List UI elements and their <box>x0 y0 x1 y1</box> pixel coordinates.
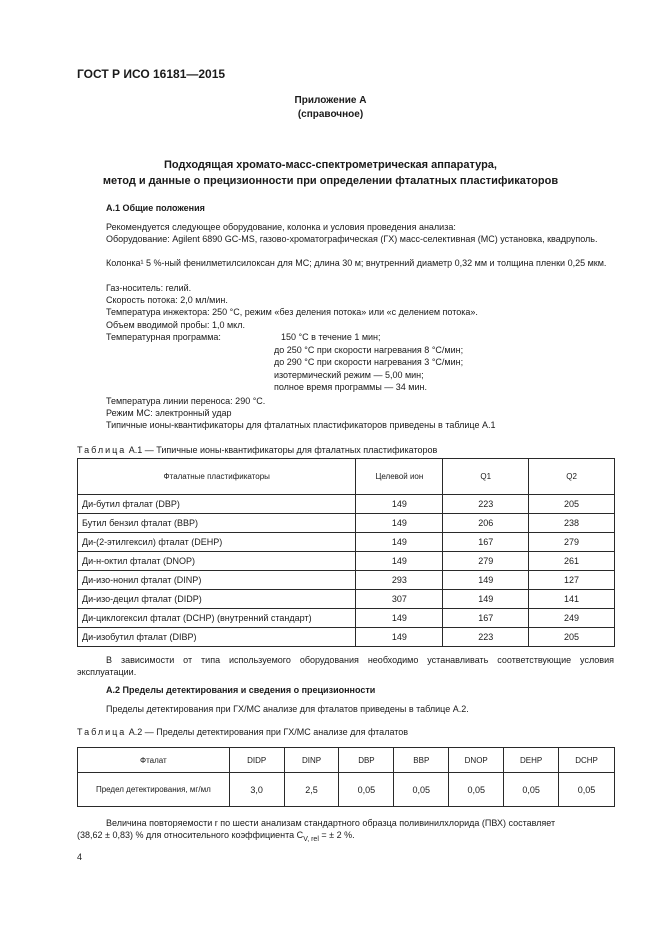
table-cell: 0,05 <box>504 773 559 807</box>
table-a2-header-cell: DNOP <box>449 748 504 773</box>
a1-injection-volume: Объем вводимой пробы: 1,0 мкл. <box>106 320 245 330</box>
table-cell: 141 <box>529 590 615 609</box>
table-a2-caption-prefix: Таблица <box>77 727 127 737</box>
table-cell: 238 <box>529 514 615 533</box>
table-a2-header-cell: Фталат <box>78 748 230 773</box>
table-row <box>78 590 615 609</box>
table-cell: 223 <box>443 628 529 647</box>
table-cell: 0,05 <box>339 773 394 807</box>
a1-column: Колонка¹ 5 %-ный фенилметилсилоксан для МС; длина 30 м; внутренний диаметр 0,32 мм и толщина пленки 0,25 мкм. <box>106 258 607 268</box>
table-cell: 149 <box>356 628 443 647</box>
table-cell: 149 <box>443 590 529 609</box>
table-a2-header-cell: DCHP <box>559 748 615 773</box>
a1-ms-mode: Режим МС: электронный удар <box>106 408 232 418</box>
table-a1 <box>77 458 615 647</box>
table-cell: Ди-бутил фталат (DBP) <box>78 495 356 514</box>
table-a1-header-row <box>78 459 615 495</box>
table-cell: 0,05 <box>449 773 504 807</box>
annex-subtitle: (справочное) <box>297 109 364 120</box>
table-row <box>78 495 615 514</box>
operating-conditions-note: В зависимости от типа используемого оборудования необходимо устанавливать соответствующие условия эксплуатации. <box>77 655 614 677</box>
table-cell: 249 <box>529 609 615 628</box>
a1-injector-temp: Температура инжектора: 250 °С, режим «без деления потока» или «с делением потока». <box>106 307 478 317</box>
table-row <box>78 609 615 628</box>
table-row <box>78 628 615 647</box>
table-row <box>78 552 615 571</box>
table-cell: Ди-изобутил фталат (DIBP) <box>78 628 356 647</box>
a1-ions-note: Типичные ионы-квантификаторы для фталатных пластификаторов приведены в таблице А.1 <box>106 420 496 430</box>
table-cell: 127 <box>529 571 615 590</box>
table-cell: 3,0 <box>229 773 284 807</box>
main-title-line-1: Подходящая хромато-масс-спектрометрическая аппаратура, <box>164 159 497 171</box>
table-row <box>78 773 615 807</box>
table-a1-caption <box>77 445 437 455</box>
table-cell: 307 <box>356 590 443 609</box>
table-cell: Бутил бензил фталат (BBP) <box>78 514 356 533</box>
table-cell: 149 <box>356 533 443 552</box>
table-cell: 149 <box>356 609 443 628</box>
repeatability-text-end: = ± 2 %. <box>318 830 355 840</box>
table-a1-caption-prefix: Таблица <box>77 445 127 455</box>
repeatability-line-2 <box>77 829 355 846</box>
table-a2 <box>77 747 615 807</box>
table-cell: Ди-изо-децил фталат (DIDP) <box>78 590 356 609</box>
table-cell: 0,05 <box>559 773 615 807</box>
a1-carrier-gas: Газ-носитель: гелий. <box>106 283 192 293</box>
table-cell: 279 <box>443 552 529 571</box>
a1-transfer-line-temp: Температура линии переноса: 290 °С. <box>106 396 266 406</box>
table-a2-caption <box>77 727 408 737</box>
temp-program-step: до 290 °С при скорости нагревания 3 °С/мин; <box>274 357 464 367</box>
a1-temp-program-label: Температурная программа: <box>106 332 221 342</box>
table-cell: 293 <box>356 571 443 590</box>
table-row <box>78 533 615 552</box>
coefficient-subscript: V, rel <box>303 835 319 843</box>
page-number: 4 <box>77 852 83 862</box>
table-cell: Ди-(2-этилгексил) фталат (DEHP) <box>78 533 356 552</box>
a1-flow-rate: Скорость потока: 2,0 мл/мин. <box>106 295 228 305</box>
table-row <box>78 514 615 533</box>
main-title-line-2: метод и данные о прецизионности при определении фталатных пластификаторов <box>102 175 559 187</box>
table-cell: 149 <box>443 571 529 590</box>
temp-program-step: полное время программы — 34 мин. <box>274 382 427 392</box>
table-a2-header-cell: DINP <box>284 748 339 773</box>
a1-equipment: Оборудование: Agilent 6890 GC-MS, газово-хроматографическая (ГХ) масс-селективная (МС) установка, квадруполь. <box>106 234 598 244</box>
temp-program-step: до 250 °С при скорости нагревания 8 °С/мин; <box>274 345 464 355</box>
section-a2-heading: А.2 Пределы детектирования и сведения о прецизионности <box>106 685 376 695</box>
annex-title: Приложение А <box>294 95 367 106</box>
document-id: ГОСТ Р ИСО 16181—2015 <box>77 67 226 81</box>
table-a2-header-cell: DIDP <box>229 748 284 773</box>
table-cell: 149 <box>356 552 443 571</box>
table-cell: 205 <box>529 495 615 514</box>
table-cell: 223 <box>443 495 529 514</box>
table-a1-caption-text: А.1 — Типичные ионы-квантификаторы для фталатных пластификаторов <box>126 445 438 455</box>
repeatability-line-1: Величина повторяемости r по шести анализам стандартного образца поливинилхлорида (ПВХ) составляет <box>106 818 556 828</box>
repeatability-text: (38,62 ± 0,83) % для относительного коэффициента C <box>77 830 304 840</box>
table-a2-header-cell: DBP <box>339 748 394 773</box>
table-a1-header-cell: Целевой ион <box>356 459 443 495</box>
table-cell: 261 <box>529 552 615 571</box>
table-a2-header-cell: BBP <box>394 748 449 773</box>
table-row <box>78 571 615 590</box>
table-cell: 167 <box>443 609 529 628</box>
table-cell: 149 <box>356 495 443 514</box>
table-cell: 0,05 <box>394 773 449 807</box>
table-cell: 206 <box>443 514 529 533</box>
table-a2-header-cell: DEHP <box>504 748 559 773</box>
temp-program-step: изотермический режим — 5,00 мин; <box>274 370 424 380</box>
table-cell: 279 <box>529 533 615 552</box>
table-a1-header-cell: Фталатные пластификаторы <box>78 459 356 495</box>
table-a2-caption-text: А.2 — Пределы детектирования при ГХ/МС анализе для фталатов <box>126 727 409 737</box>
table-cell: 167 <box>443 533 529 552</box>
table-cell: Ди-изо-нонил фталат (DINP) <box>78 571 356 590</box>
table-a2-header-row <box>78 748 615 773</box>
table-cell: 205 <box>529 628 615 647</box>
section-a1-heading: А.1 Общие положения <box>106 203 205 213</box>
a2-text: Пределы детектирования при ГХ/МС анализе для фталатов приведены в таблице А.2. <box>106 704 469 714</box>
table-a1-header-cell: Q2 <box>529 459 615 495</box>
temp-program-step: 150 °С в течение 1 мин; <box>281 332 381 342</box>
a1-intro: Рекомендуется следующее оборудование, колонка и условия проведения анализа: <box>106 222 456 232</box>
table-cell: Ди-циклогексил фталат (DCHP) (внутренний стандарт) <box>78 609 356 628</box>
table-a1-header-cell: Q1 <box>443 459 529 495</box>
table-cell: Предел детектирования, мг/мл <box>78 773 230 807</box>
table-cell: 2,5 <box>284 773 339 807</box>
table-cell: 149 <box>356 514 443 533</box>
table-cell: Ди-н-октил фталат (DNOP) <box>78 552 356 571</box>
